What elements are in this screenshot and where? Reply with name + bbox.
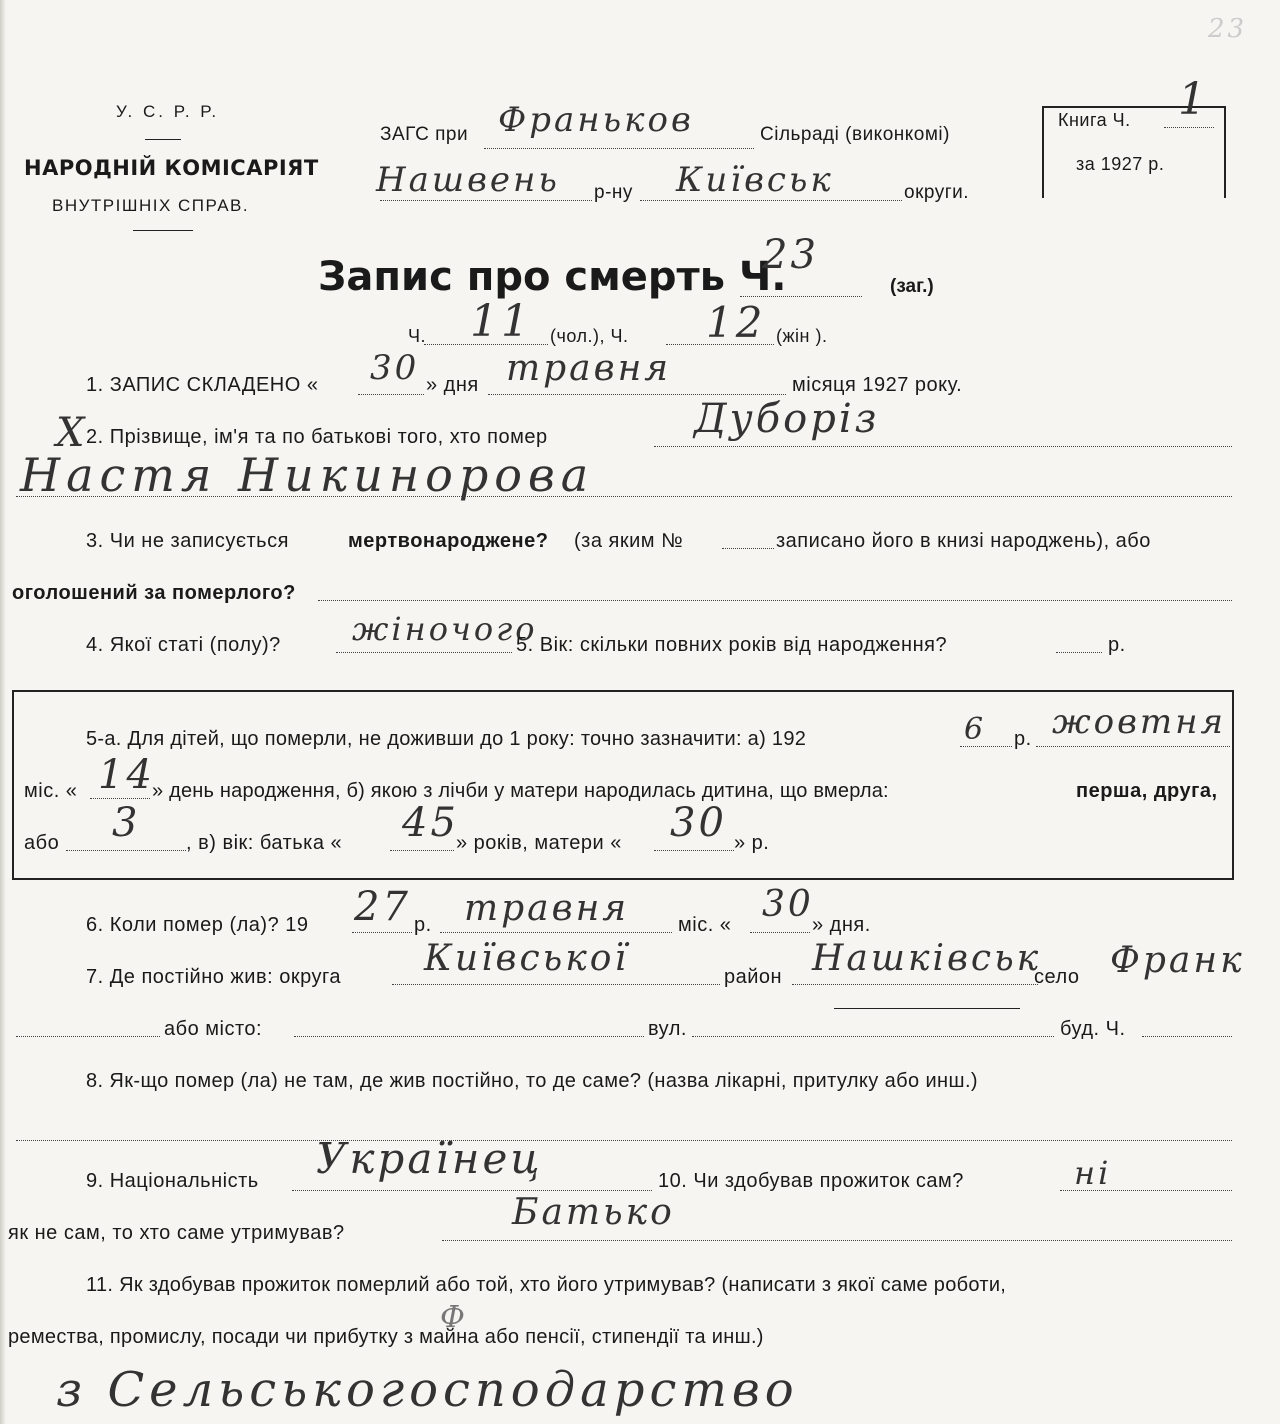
field-5a-line3c: » р. (734, 832, 770, 854)
zags-dotline (484, 148, 754, 149)
field-7-misto: або місто: (164, 1018, 263, 1040)
ch-label: Ч. (408, 326, 426, 346)
male-number: 11 (470, 296, 532, 347)
field-1-mid: » дня (426, 374, 479, 396)
field-4-value: жіночого (352, 610, 538, 648)
field-5-unit: р. (1108, 634, 1126, 656)
field-3-line1: 3. Чи не записується (86, 530, 289, 552)
field-5-dotline (1056, 652, 1102, 653)
org-abbr: У. С. Р. Р. (116, 102, 220, 121)
female-number: 12 (706, 298, 766, 347)
field-9-label: 9. Національність (86, 1170, 259, 1192)
field-1-label: 1. ЗАПИС СКЛАДЕНО « (86, 374, 319, 396)
field-5a-year-unit: р. (1014, 728, 1032, 750)
field-5a-order: 3 (112, 800, 141, 846)
page-title: Запис про смерть Ч. (318, 254, 787, 300)
field-6-label: 6. Коли помер (ла)? 19 (86, 914, 309, 936)
field-6-mis: міс. « (678, 914, 732, 936)
field-7-rayon-dotline (792, 984, 1038, 985)
field-11-value: з Сельськогосподарство (56, 1362, 799, 1418)
org-dept: ВНУТРІШНІХ СПРАВ. (52, 196, 250, 215)
field-5a-mis: міс. « (24, 780, 78, 802)
book-label: Книга Ч. (1058, 110, 1131, 130)
field-4-label: 4. Якої статі (полу)? (86, 634, 281, 656)
field-5a-mother-age: 30 (670, 800, 727, 846)
field-6-month-dotline (440, 932, 672, 933)
field-6-month: травня (464, 888, 630, 929)
male-label: (чол.), Ч. (550, 326, 629, 346)
field-6-r: р. (414, 914, 432, 936)
field-8-label: 8. Як-що помер (ла) не там, де жив постійно, то де саме? (назва лікарні, притулку або инш.) (86, 1070, 978, 1092)
field-7-rayon-value: Нашківськ (812, 938, 1042, 979)
field-5a-day-dotline (90, 798, 150, 799)
field-10b-dotline (442, 1240, 1232, 1241)
field-9-value: Українец (316, 1134, 543, 1183)
field-7-bud: буд. Ч. (1060, 1018, 1126, 1040)
field-6-day-dotline (750, 932, 810, 933)
field-7-misto-dotline (294, 1036, 644, 1037)
field-3-number-dotline (722, 548, 774, 549)
field-5a-abo: або (24, 832, 60, 854)
book-box-right (1224, 106, 1226, 198)
field-5a-mother-dotline (654, 850, 734, 851)
field-1-month-dotline (488, 394, 786, 395)
field-5a-line3b: » років, матери « (456, 832, 622, 854)
field-11-line1: 11. Як здобував прожиток померлий або той, хто його утримував? (написати з якої саме роботи, (86, 1274, 1007, 1296)
book-value: 1 (1178, 74, 1209, 125)
okrug-label: округи. (904, 182, 970, 203)
field-7-vul: вул. (648, 1018, 687, 1040)
field-11-line2: ремества, промислу, посади чи прибутку з майна або пенсії, стипендії та инш.) (8, 1326, 764, 1348)
field-10-label: 10. Чи здобував прожиток сам? (658, 1170, 964, 1192)
field-5a-month: жовтня (1052, 702, 1227, 742)
field-10b-label: як не сам, то хто саме утримував? (8, 1222, 345, 1244)
field-3-declared-dead: оголошений за померлого? (12, 582, 296, 604)
field-3-stillborn: мертвонароджене? (348, 530, 549, 552)
field-11-overwrite: Ф (440, 1300, 468, 1335)
field-2-label: 2. Прізвище, ім'я та по батькові того, хто помер (86, 426, 548, 448)
page-edge-shadow (0, 0, 6, 1424)
okrug-value: Київськ (676, 160, 834, 200)
field-7-label: 7. Де постійно жив: округа (86, 966, 341, 988)
female-label: (жін ). (776, 326, 828, 346)
field-2-name: Настя Никинорова (20, 448, 595, 502)
district-dotline (380, 200, 592, 201)
field-7-selo: село (1034, 966, 1080, 988)
field-2b-dotline (16, 496, 1232, 497)
field-5a-line1: 5-а. Для дітей, що померли, не доживши до 1 року: точно зазначити: а) 192 (86, 728, 807, 750)
field-6-day: 30 (762, 884, 814, 925)
field-5a-line3: , в) вік: батька « (186, 832, 343, 854)
field-7-selo-value: Франк (1110, 940, 1245, 981)
field-5a-line2: » день народження, б) якою з лічби у матери народилась дитина, що вмерла: (152, 780, 889, 802)
org-name: НАРОДНІЙ КОМІСАРІЯТ (24, 156, 319, 180)
field-5-label: 5. Вік: скільки повних років від народження? (516, 634, 948, 656)
field-1-month: травня (506, 348, 672, 389)
field-9-dotline (292, 1190, 652, 1191)
divider (145, 139, 181, 140)
book-dotline (1164, 127, 1214, 128)
title-suffix: (заг.) (890, 276, 934, 297)
district-value: Нашвень (376, 160, 560, 200)
field-3-line1b: (за яким № (574, 530, 684, 552)
field-6-year-dotline (352, 932, 412, 933)
field-3-line1c: записано його в книзі народжень), або (776, 530, 1151, 552)
field-3-dotline (318, 600, 1232, 601)
title-number-dotline (740, 296, 862, 297)
field-1-end: місяця 1927 року. (792, 374, 963, 396)
field-10-value: ні (1074, 1154, 1112, 1192)
field-5a-father-age: 45 (402, 800, 459, 846)
field-7-pre-dotline (16, 1036, 160, 1037)
field-7-okrug-dotline (392, 984, 720, 985)
field-7-bud-dotline (1142, 1036, 1232, 1037)
field-7-underline (834, 1008, 1020, 1009)
field-4-dotline (336, 652, 512, 653)
field-5a-order-dotline (66, 850, 186, 851)
book-box-left (1042, 106, 1044, 198)
field-6-end: » дня. (812, 914, 871, 936)
zags-prefix: ЗАГС при (380, 124, 469, 145)
field-10b-value: Батько (512, 1192, 675, 1233)
district-label: р-ну (594, 182, 633, 203)
field-5a-father-dotline (390, 850, 454, 851)
zags-value: Франьков (498, 100, 694, 140)
field-7-okrug: Київської (424, 938, 629, 979)
field-1-day: 30 (370, 348, 420, 388)
field-2-surname: Дуборіз (694, 396, 880, 442)
divider (133, 230, 193, 231)
field-6-year: 27 (354, 884, 411, 930)
field-8-dotline (16, 1140, 1232, 1141)
field-5a-year-dotline (960, 746, 1012, 747)
field-2-mark: Х (56, 410, 88, 456)
okrug-dotline (640, 200, 902, 201)
field-2-dotline (654, 446, 1232, 447)
field-7-vul-dotline (692, 1036, 1054, 1037)
field-5a-birth-order: перша, друга, (1076, 780, 1218, 802)
record-number: 23 (762, 232, 819, 278)
field-5a-year-digit: 6 (964, 712, 987, 747)
field-1-day-dotline (358, 394, 424, 395)
field-7-rayon: район (724, 966, 783, 988)
page-number: 23 (1208, 14, 1248, 44)
field-5a-day: 14 (98, 752, 155, 798)
field-5a-month-dotline (1036, 746, 1230, 747)
zags-suffix: Сільраді (виконкомі) (760, 124, 950, 145)
book-year: за 1927 р. (1076, 154, 1165, 174)
